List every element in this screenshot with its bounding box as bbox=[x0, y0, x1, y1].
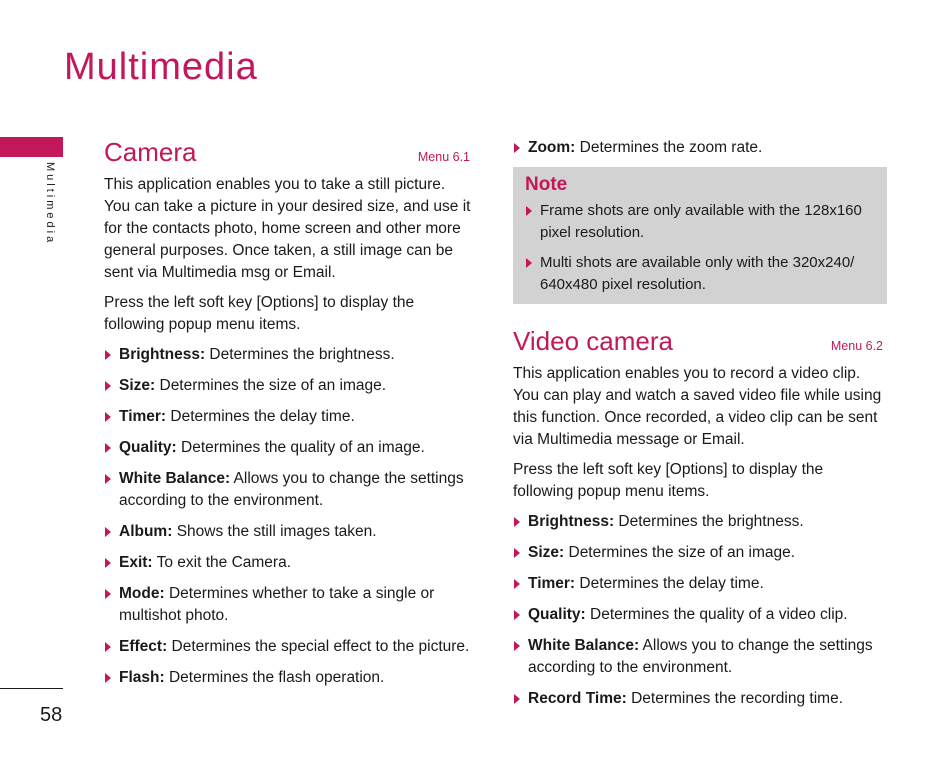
list-item bbox=[104, 521, 474, 543]
item-name: Record Time: bbox=[528, 690, 627, 707]
triangle-right-icon bbox=[514, 610, 520, 620]
item-description: Shows the still images taken. bbox=[172, 523, 377, 540]
triangle-right-icon bbox=[105, 474, 111, 484]
video-camera-heading bbox=[513, 326, 887, 357]
camera-menu-ref: Menu 6.1 bbox=[417, 150, 470, 164]
camera-intro: This application enables you to take a still picture. You can take a picture in your desired size, and use it for the contacts photo, home screen and other more general purposes. Once taken, a still image can be sent via Multimedia msg or Email. bbox=[104, 176, 471, 281]
note-box bbox=[513, 167, 887, 304]
triangle-right-icon bbox=[105, 350, 111, 360]
item-name: Quality: bbox=[528, 606, 586, 623]
item-name: Brightness: bbox=[528, 513, 615, 530]
video-camera-options-text: Press the left soft key [Options] to display the following popup menu items. bbox=[513, 461, 824, 500]
page-number: 58 bbox=[40, 704, 63, 726]
side-section-label: Multimedia bbox=[44, 162, 56, 246]
list-item bbox=[513, 604, 887, 626]
video-camera-menu-ref: Menu 6.2 bbox=[830, 339, 883, 353]
item-description: Allows you to change the settings according to the environment. bbox=[528, 637, 873, 676]
item-description: Determines the delay time. bbox=[575, 575, 764, 592]
item-name: Exit: bbox=[119, 554, 153, 571]
item-description: Determines the quality of an image. bbox=[176, 439, 425, 456]
item-name: Album: bbox=[119, 523, 173, 540]
triangle-right-icon bbox=[105, 642, 111, 652]
triangle-right-icon bbox=[514, 641, 520, 651]
list-item bbox=[104, 437, 474, 459]
page-title: Multimedia bbox=[64, 46, 258, 88]
item-description: Determines the size of an image. bbox=[564, 544, 796, 561]
triangle-right-icon bbox=[514, 694, 520, 704]
camera-heading bbox=[104, 137, 474, 168]
item-description: Allows you to change the settings according to the environment. bbox=[119, 470, 464, 509]
note-item bbox=[525, 200, 875, 244]
page-number-divider bbox=[0, 688, 63, 689]
triangle-right-icon bbox=[514, 579, 520, 589]
right-column bbox=[513, 137, 887, 719]
triangle-right-icon bbox=[514, 143, 520, 153]
video-camera-menu-list bbox=[513, 511, 887, 710]
triangle-right-icon bbox=[514, 548, 520, 558]
note-title: Note bbox=[525, 174, 568, 195]
item-name: Quality: bbox=[119, 439, 177, 456]
list-item bbox=[104, 468, 474, 512]
note-text: Multi shots are available only with the 320x240/ 640x480 pixel resolution. bbox=[540, 254, 855, 293]
item-description: Determines the recording time. bbox=[626, 690, 844, 707]
triangle-right-icon bbox=[105, 381, 111, 391]
video-camera-title: Video camera bbox=[513, 326, 673, 356]
zoom-item bbox=[513, 137, 887, 159]
item-description: Determines the brightness. bbox=[205, 346, 395, 363]
triangle-right-icon bbox=[105, 412, 111, 422]
triangle-right-icon bbox=[514, 517, 520, 527]
item-description: Determines the zoom rate. bbox=[575, 139, 763, 156]
item-description: Determines whether to take a single or multishot photo. bbox=[119, 585, 435, 624]
note-list bbox=[525, 200, 875, 296]
list-item bbox=[513, 511, 887, 533]
list-item bbox=[513, 542, 887, 564]
note-text: Frame shots are only available with the 128x160 pixel resolution. bbox=[540, 202, 862, 241]
item-name: Timer: bbox=[528, 575, 576, 592]
list-item bbox=[104, 667, 474, 689]
item-name: Size: bbox=[119, 377, 156, 394]
video-camera-intro: This application enables you to record a video clip. You can play and watch a saved video file while using this function. Once recorded, a video clip can be sent via Multimedia message or Email. bbox=[513, 365, 882, 448]
item-name: White Balance: bbox=[528, 637, 640, 654]
triangle-right-icon bbox=[105, 443, 111, 453]
item-description: Determines the quality of a video clip. bbox=[585, 606, 848, 623]
list-item bbox=[104, 583, 474, 627]
item-description: Determines the special effect to the picture. bbox=[167, 638, 470, 655]
item-description: Determines the flash operation. bbox=[164, 669, 385, 686]
video-camera-section bbox=[513, 326, 887, 710]
item-name: Size: bbox=[528, 544, 565, 561]
item-description: Determines the brightness. bbox=[614, 513, 804, 530]
triangle-right-icon bbox=[105, 673, 111, 683]
left-column bbox=[104, 137, 474, 698]
note-item bbox=[525, 252, 875, 296]
list-item bbox=[513, 635, 887, 679]
list-item bbox=[104, 636, 474, 658]
item-name: Flash: bbox=[119, 669, 165, 686]
list-item bbox=[104, 406, 474, 428]
triangle-right-icon bbox=[105, 589, 111, 599]
side-tab-marker bbox=[0, 137, 63, 157]
list-item bbox=[513, 688, 887, 710]
list-item bbox=[104, 344, 474, 366]
triangle-right-icon bbox=[526, 206, 532, 216]
list-item bbox=[513, 573, 887, 595]
list-item bbox=[104, 552, 474, 574]
item-name: Effect: bbox=[119, 638, 168, 655]
item-name: White Balance: bbox=[119, 470, 231, 487]
camera-menu-list bbox=[104, 344, 474, 689]
list-item bbox=[104, 375, 474, 397]
item-description: Determines the size of an image. bbox=[155, 377, 387, 394]
item-description: Determines the delay time. bbox=[166, 408, 355, 425]
triangle-right-icon bbox=[526, 258, 532, 268]
camera-options-text: Press the left soft key [Options] to display the following popup menu items. bbox=[104, 294, 415, 333]
item-name: Zoom: bbox=[528, 139, 576, 156]
camera-title: Camera bbox=[104, 137, 197, 167]
item-name: Timer: bbox=[119, 408, 167, 425]
item-name: Brightness: bbox=[119, 346, 206, 363]
triangle-right-icon bbox=[105, 558, 111, 568]
item-name: Mode: bbox=[119, 585, 165, 602]
item-description: To exit the Camera. bbox=[152, 554, 292, 571]
triangle-right-icon bbox=[105, 527, 111, 537]
